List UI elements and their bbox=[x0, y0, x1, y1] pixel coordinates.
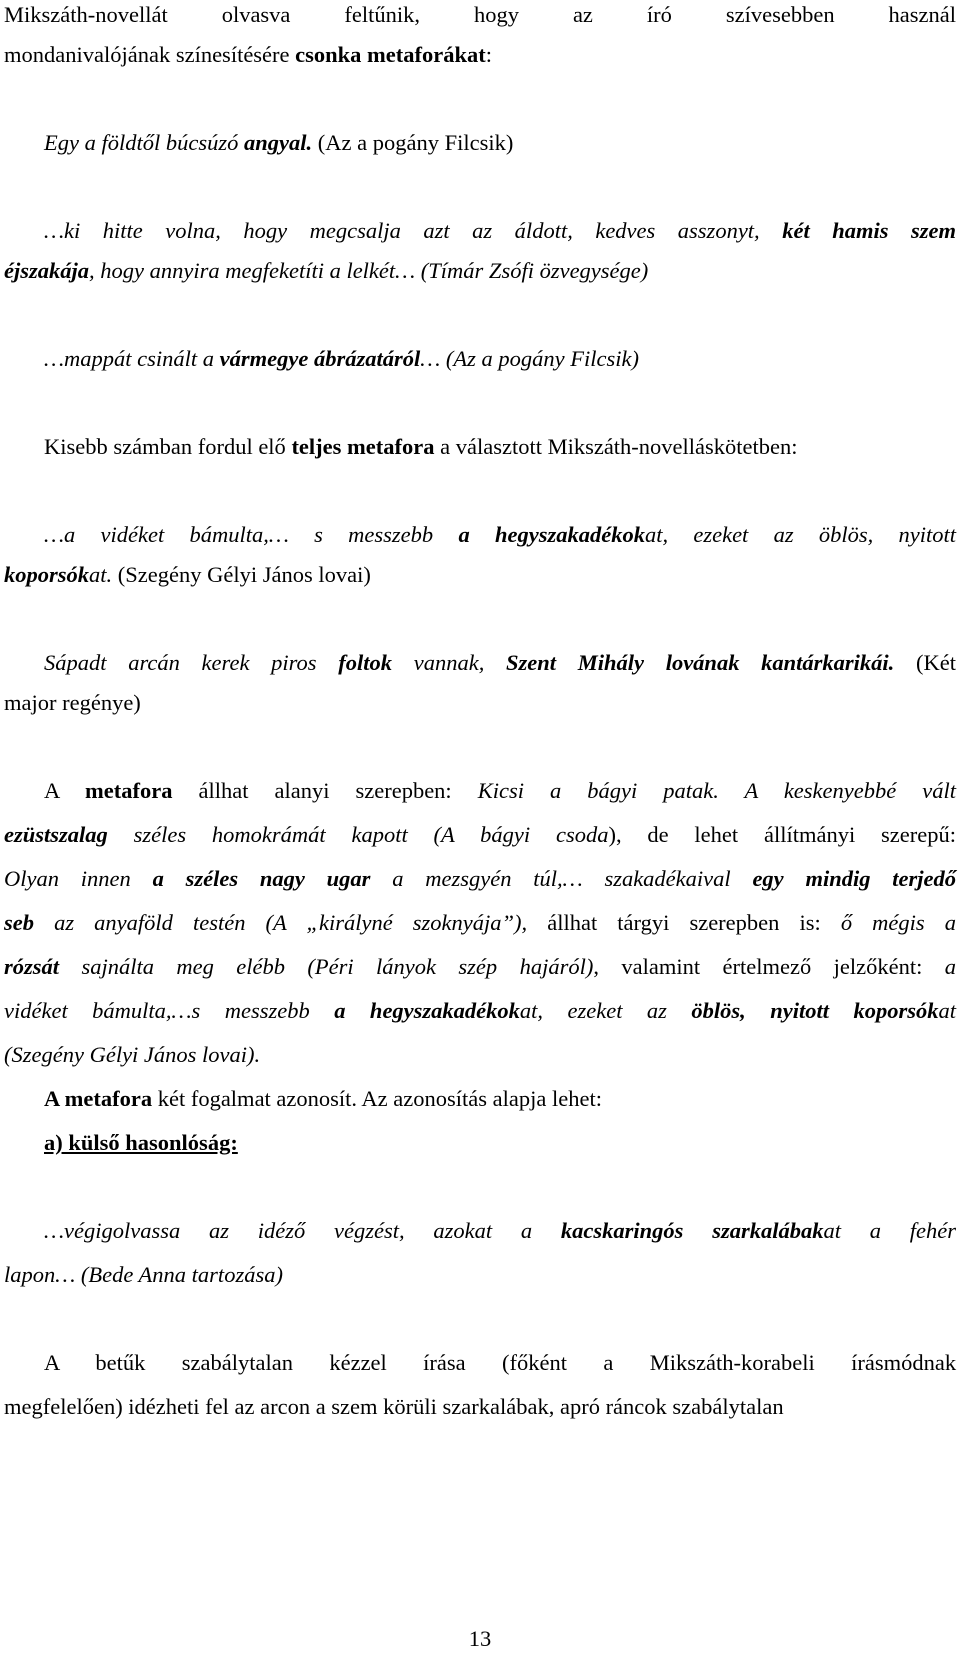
text-run: állhat alanyi szerepben: bbox=[172, 778, 478, 803]
text-run: mondanivalójának színesítésére bbox=[4, 42, 296, 67]
paragraph-line-19 bbox=[44, 1084, 956, 1114]
paragraph-line-23 bbox=[44, 1348, 956, 1378]
text-run: … (Az a pogány Filcsik) bbox=[420, 346, 639, 371]
source-line-11 bbox=[4, 688, 956, 718]
bold-term: rózsát bbox=[4, 954, 60, 979]
word: betűk bbox=[95, 1350, 146, 1375]
paragraph-line-7 bbox=[44, 432, 956, 462]
word: használ bbox=[888, 2, 957, 27]
bold-term: angyal. bbox=[243, 130, 313, 155]
paragraph-line-14 bbox=[4, 864, 956, 894]
italic-example: A keskenyebbé vált bbox=[718, 778, 956, 803]
text-run: at, ezeket az öblös, nyitott bbox=[644, 522, 956, 547]
word: feltűnik, bbox=[344, 2, 420, 27]
italic-example: vidéket bámulta,…s messzebb bbox=[4, 998, 335, 1023]
text-run: : bbox=[485, 42, 493, 67]
subheading-external-similarity bbox=[44, 1128, 956, 1158]
italic-example: sajnálta meg elébb (Péri lányok szép hajáról) bbox=[59, 954, 594, 979]
text-run: a választott Mikszáth-novelláskötetben: bbox=[434, 434, 798, 459]
word: A bbox=[44, 1350, 60, 1375]
bold-term: koporsók bbox=[4, 562, 90, 587]
bold-term: a hegyszakadékok bbox=[334, 998, 520, 1023]
text-run: …mappát csinált a bbox=[44, 346, 220, 371]
word: a bbox=[603, 1350, 614, 1375]
word: szívesebben bbox=[725, 2, 835, 27]
paragraph-line-2 bbox=[4, 40, 956, 70]
word: Mikszáth-korabeli bbox=[649, 1350, 815, 1375]
bold-term: kacskaringós szarkalábak bbox=[560, 1218, 824, 1243]
italic-example: a mezsgyén túl,… szakadékaival bbox=[370, 866, 753, 891]
bold-term: foltok bbox=[338, 650, 393, 675]
subheading-text: a) külső hasonlóság: bbox=[44, 1130, 238, 1155]
bold-term: éjszakája bbox=[4, 258, 90, 283]
italic-example: ő mégis a bbox=[840, 910, 956, 935]
text-run: Sápadt arcán kerek piros bbox=[44, 650, 339, 675]
bold-term: metafora bbox=[85, 778, 173, 803]
text-run: két fogalmat azonosít. Az azonosítás alapja lehet: bbox=[152, 1086, 602, 1111]
bold-term: a hegyszakadékok bbox=[458, 522, 645, 547]
italic-example: at bbox=[938, 998, 956, 1023]
source-citation: (Szegény Gélyi János lovai) bbox=[112, 562, 371, 587]
source-citation: (Az a pogány Filcsik) bbox=[312, 130, 514, 155]
word: (főként bbox=[502, 1350, 568, 1375]
text-run: …ki hitte volna, hogy megcsalja azt az áldott, kedves asszonyt, bbox=[44, 218, 783, 243]
paragraph-line-17 bbox=[4, 996, 956, 1026]
bold-term: a széles nagy ugar bbox=[152, 866, 371, 891]
paragraph-line-13 bbox=[4, 820, 956, 850]
italic-example: at, ezeket az bbox=[519, 998, 692, 1023]
bold-term: vármegye ábrázatáról bbox=[219, 346, 421, 371]
example-line-3 bbox=[44, 128, 956, 158]
italic-example: Olyan innen bbox=[4, 866, 153, 891]
text-run: lapon… (Bede Anna tartozása) bbox=[4, 1262, 283, 1287]
text-run: ), de lehet állítmányi szerepű: bbox=[608, 822, 956, 847]
source-citation: (Két bbox=[894, 650, 956, 675]
paragraph-line-15 bbox=[4, 908, 956, 938]
paragraph-line-18 bbox=[4, 1040, 956, 1070]
example-line-9 bbox=[4, 560, 956, 590]
paragraph-line-16 bbox=[4, 952, 956, 982]
bold-term: Szent Mihály lovának kantárkarikái. bbox=[506, 650, 895, 675]
paragraph-line-24 bbox=[4, 1392, 956, 1422]
text-run: Egy a földtől búcsúzó bbox=[44, 130, 244, 155]
bold-term: A metafora bbox=[44, 1086, 153, 1111]
example-line-21 bbox=[44, 1216, 956, 1246]
italic-example: a bbox=[944, 954, 956, 979]
word: író bbox=[646, 2, 672, 27]
example-line-22 bbox=[4, 1260, 956, 1290]
bold-term: seb bbox=[4, 910, 34, 935]
word: szabálytalan bbox=[181, 1350, 293, 1375]
text-run: vannak, bbox=[392, 650, 507, 675]
italic-example: az anyaföld testén (A „királyné szoknyája”), bbox=[34, 910, 528, 935]
bold-term: csonka metaforákat bbox=[295, 42, 486, 67]
word: az bbox=[572, 2, 593, 27]
bold-term: egy mindig terjedő bbox=[752, 866, 956, 891]
page-number: 13 bbox=[468, 1626, 492, 1651]
bold-term: teljes metafora bbox=[291, 434, 435, 459]
text-run: at a fehér bbox=[823, 1218, 956, 1243]
text-run: , hogy annyira megfeketíti a lelkét… (Tímár Zsófi özvegysége) bbox=[89, 258, 649, 283]
word: kézzel bbox=[329, 1350, 387, 1375]
word: Mikszáth-novellát bbox=[4, 2, 168, 27]
word: írásmódnak bbox=[851, 1350, 957, 1375]
word: olvasva bbox=[221, 2, 291, 27]
source-citation: (Szegény Gélyi János lovai). bbox=[4, 1042, 261, 1067]
example-line-6 bbox=[44, 344, 956, 374]
italic-example: Kicsi a bágyi patak. bbox=[477, 778, 719, 803]
text-run: …végigolvassa az idéző végzést, azokat a bbox=[44, 1218, 561, 1243]
paragraph-line-12 bbox=[44, 776, 956, 806]
example-line-4 bbox=[44, 216, 956, 246]
bold-term: ezüstszalag bbox=[4, 822, 108, 847]
example-line-10 bbox=[44, 648, 956, 678]
text-run: …a vidéket bámulta,… s messzebb bbox=[44, 522, 459, 547]
text-run: állhat tárgyi szerepben is: bbox=[527, 910, 841, 935]
word: hogy bbox=[473, 2, 519, 27]
example-line-5 bbox=[4, 256, 956, 286]
source-citation: major regénye) bbox=[4, 690, 141, 715]
example-line-8 bbox=[44, 520, 956, 550]
bold-term: két hamis szem bbox=[782, 218, 956, 243]
text-run: at. bbox=[89, 562, 113, 587]
text-run: Kisebb számban fordul elő bbox=[44, 434, 292, 459]
italic-example: széles homokrámát kapott (A bágyi csoda bbox=[107, 822, 609, 847]
word: írása bbox=[423, 1350, 466, 1375]
paragraph-line-1 bbox=[4, 0, 956, 30]
text-run: A bbox=[44, 778, 86, 803]
bold-term: öblös, nyitott koporsók bbox=[691, 998, 939, 1023]
text-run: , valamint értelmező jelzőként: bbox=[593, 954, 945, 979]
text-run: megfelelően) idézheti fel az arcon a szem körüli szarkalábak, apró ráncok szabálytalan bbox=[4, 1394, 784, 1419]
